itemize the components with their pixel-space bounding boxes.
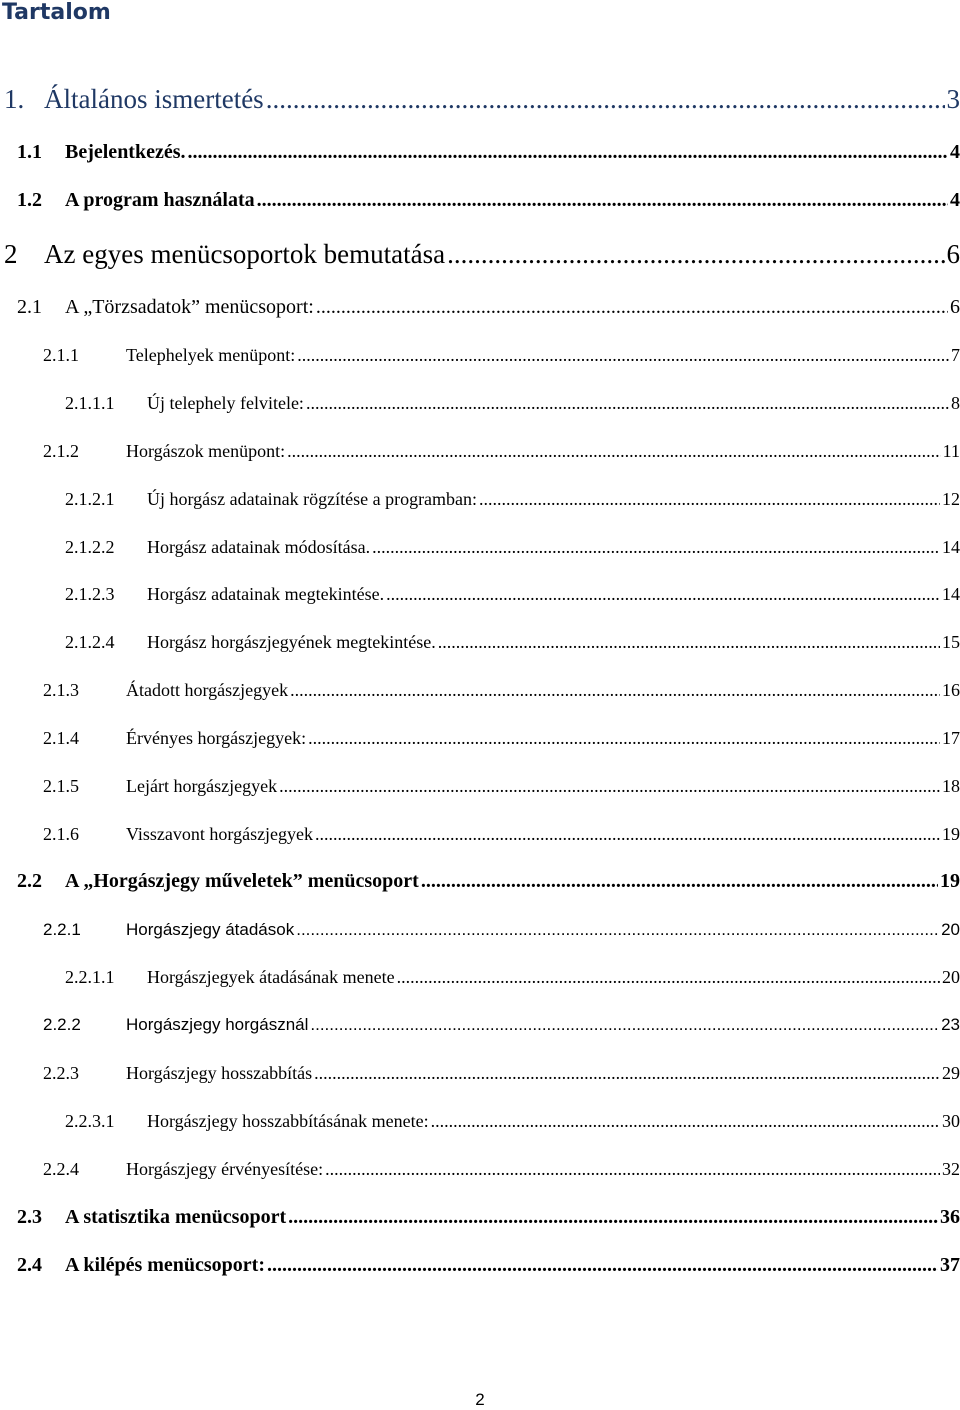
toc-page-number: 37 xyxy=(940,1254,960,1276)
toc-entry-2-1-1[interactable] xyxy=(43,343,960,367)
toc-entry-2-1-3[interactable] xyxy=(43,678,960,702)
toc-dot-leader xyxy=(310,1013,939,1037)
toc-label: Horgászok menüpont: xyxy=(126,441,286,461)
toc-page-number: 20 xyxy=(941,920,960,939)
toc-entry-2-1-2-4[interactable] xyxy=(65,630,960,654)
toc-label: Horgász adatainak megtekintése. xyxy=(147,584,385,604)
toc-label: Lejárt horgászjegyek xyxy=(126,776,278,796)
toc-label: Horgászjegyek átadásának menete xyxy=(147,967,395,987)
toc-dot-leader xyxy=(316,294,948,320)
toc-label: A „Törzsadatok” menücsoport: xyxy=(65,296,314,318)
toc-dot-leader xyxy=(421,868,938,894)
toc-page-number: 18 xyxy=(942,776,960,796)
toc-page-number: 14 xyxy=(942,584,960,604)
toc-entry-2-1-2-2[interactable] xyxy=(65,535,960,559)
toc-number: 2.2.4 xyxy=(43,1159,79,1179)
toc-label: A „Horgászjegy műveletek” menücsoport xyxy=(65,870,419,892)
toc-entry-2-2-4[interactable] xyxy=(43,1157,960,1181)
toc-dot-leader xyxy=(308,726,940,750)
toc-number: 2.2 xyxy=(17,870,42,892)
toc-label: Új horgász adatainak rögzítése a programban: xyxy=(147,489,478,509)
toc-page-number: 17 xyxy=(942,728,960,748)
toc-number: 2.1.5 xyxy=(43,776,79,796)
toc-entry-1-1[interactable] xyxy=(17,139,960,165)
toc-dot-leader xyxy=(479,487,940,511)
toc-page-number: 36 xyxy=(940,1206,960,1228)
toc-entry-2-2-2[interactable] xyxy=(43,1013,960,1037)
toc-number: 2.4 xyxy=(17,1254,42,1276)
toc-dot-leader xyxy=(267,1252,938,1278)
toc-number: 1.1 xyxy=(17,141,42,163)
toc-number: 2.2.2 xyxy=(43,1015,81,1034)
toc-dot-leader xyxy=(297,343,949,367)
toc-dot-leader xyxy=(290,678,940,702)
toc-dot-leader xyxy=(438,630,940,654)
toc-dot-leader xyxy=(288,1204,938,1230)
toc-dot-leader xyxy=(257,187,948,213)
toc-page-number: 30 xyxy=(942,1111,960,1131)
toc-entry-2-1-2-3[interactable] xyxy=(65,582,960,606)
toc-number: 2.1.2.1 xyxy=(65,489,115,509)
toc-page-number: 15 xyxy=(942,632,960,652)
toc-dot-leader xyxy=(372,535,940,559)
toc-dot-leader xyxy=(447,237,944,271)
toc-label: Horgászjegy hosszabbításának menete: xyxy=(147,1111,429,1131)
toc-number: 2 xyxy=(4,239,18,269)
toc-number: 2.1.2.3 xyxy=(65,584,115,604)
toc-label: Horgászjegy horgásznál xyxy=(126,1015,309,1034)
toc-entry-2-4[interactable] xyxy=(17,1252,960,1278)
footer-page-number: 2 xyxy=(475,1390,485,1409)
toc-dot-leader xyxy=(287,439,941,463)
toc-entry-1[interactable] xyxy=(4,82,960,116)
toc-dot-leader xyxy=(306,391,949,415)
toc-entry-2-2-1-1[interactable] xyxy=(65,965,960,989)
toc-entry-2-1-2[interactable] xyxy=(43,439,960,463)
toc-page-number: 23 xyxy=(941,1015,960,1034)
toc-number: 2.2.1 xyxy=(43,920,81,939)
toc-page-number: 16 xyxy=(942,680,960,700)
toc-entry-2-3[interactable] xyxy=(17,1204,960,1230)
toc-page-number: 32 xyxy=(942,1159,960,1179)
toc-label: Új telephely felvitele: xyxy=(147,393,304,413)
toc-label: A statisztika menücsoport xyxy=(65,1206,287,1228)
toc-page-number: 12 xyxy=(942,489,960,509)
toc-number: 2.1.3 xyxy=(43,680,79,700)
toc-page-number: 4 xyxy=(950,141,960,163)
toc-entry-2-2-3-1[interactable] xyxy=(65,1109,960,1133)
toc-entry-2-1-4[interactable] xyxy=(43,726,960,750)
toc-page-number: 7 xyxy=(951,345,960,365)
toc-entry-2-1-5[interactable] xyxy=(43,774,960,798)
toc-dot-leader xyxy=(431,1109,940,1133)
toc-entry-2-2-3[interactable] xyxy=(43,1061,960,1085)
toc-label: Az egyes menücsoportok bemutatása xyxy=(44,239,446,269)
toc-dot-leader xyxy=(266,82,945,116)
toc-number: 1. xyxy=(4,84,25,114)
toc-number: 2.1.2.4 xyxy=(65,632,115,652)
toc-dot-leader xyxy=(325,1157,940,1181)
toc-entry-2-1-1-1[interactable] xyxy=(65,391,960,415)
toc-entry-2-1[interactable] xyxy=(17,294,960,320)
toc-number: 2.1.1.1 xyxy=(65,393,115,413)
toc-number: 2.3 xyxy=(17,1206,42,1228)
toc-dot-leader xyxy=(296,918,939,942)
toc-page-number: 20 xyxy=(942,967,960,987)
toc-entry-1-2[interactable] xyxy=(17,187,960,213)
toc-number: 2.2.3.1 xyxy=(65,1111,115,1131)
toc-number: 2.1.4 xyxy=(43,728,79,748)
toc-label: Horgászjegy átadások xyxy=(126,920,295,939)
toc-number: 2.1.6 xyxy=(43,824,79,844)
toc-label: Érvényes horgászjegyek: xyxy=(126,728,307,748)
toc-label: Horgászjegy hosszabbítás xyxy=(126,1063,313,1083)
toc-page-number: 4 xyxy=(950,189,960,211)
toc-dot-leader xyxy=(315,822,940,846)
toc-label: Horgász adatainak módosítása. xyxy=(147,537,371,557)
toc-page-number: 8 xyxy=(951,393,960,413)
toc-entry-2-2[interactable] xyxy=(17,868,960,894)
toc-entry-2-2-1[interactable] xyxy=(43,918,960,942)
toc-page-number: 19 xyxy=(942,824,960,844)
toc-label: Átadott horgászjegyek xyxy=(126,680,289,700)
toc-number: 2.2.1.1 xyxy=(65,967,115,987)
toc-dot-leader xyxy=(397,965,940,989)
toc-entry-2-1-6[interactable] xyxy=(43,822,960,846)
toc-entry-2-1-2-1[interactable] xyxy=(65,487,960,511)
toc-number: 2.2.3 xyxy=(43,1063,79,1083)
toc-number: 2.1.2.2 xyxy=(65,537,115,557)
toc-dot-leader xyxy=(188,139,948,165)
toc-dot-leader xyxy=(386,582,940,606)
toc-dot-leader xyxy=(314,1061,940,1085)
toc-label: A kilépés menücsoport: xyxy=(65,1254,265,1276)
toc-number: 2.1 xyxy=(17,296,42,318)
toc-number: 1.2 xyxy=(17,189,42,211)
toc-label: Telephelyek menüpont: xyxy=(126,345,296,365)
toc-label: Horgász horgászjegyének megtekintése. xyxy=(147,632,436,652)
toc-number: 2.1.2 xyxy=(43,441,79,461)
toc-page-number: 3 xyxy=(946,84,960,114)
toc-number: 2.1.1 xyxy=(43,345,79,365)
toc-dot-leader xyxy=(279,774,940,798)
toc-page-number: 14 xyxy=(942,537,960,557)
toc-label: A program használata xyxy=(65,189,255,211)
toc-entry-2[interactable] xyxy=(4,237,960,271)
toc-page-number: 11 xyxy=(942,441,960,461)
toc-page-number: 6 xyxy=(946,239,960,269)
toc-label: Általános ismertetés xyxy=(44,84,264,114)
toc-label: Bejelentkezés. xyxy=(65,141,186,163)
toc-page-number: 6 xyxy=(950,296,960,318)
toc-page-number: 29 xyxy=(942,1063,960,1083)
toc-label: Visszavont horgászjegyek xyxy=(126,824,314,844)
page-title: Tartalom xyxy=(2,0,111,25)
toc-label: Horgászjegy érvényesítése: xyxy=(126,1159,324,1179)
toc-page-number: 19 xyxy=(940,870,960,892)
